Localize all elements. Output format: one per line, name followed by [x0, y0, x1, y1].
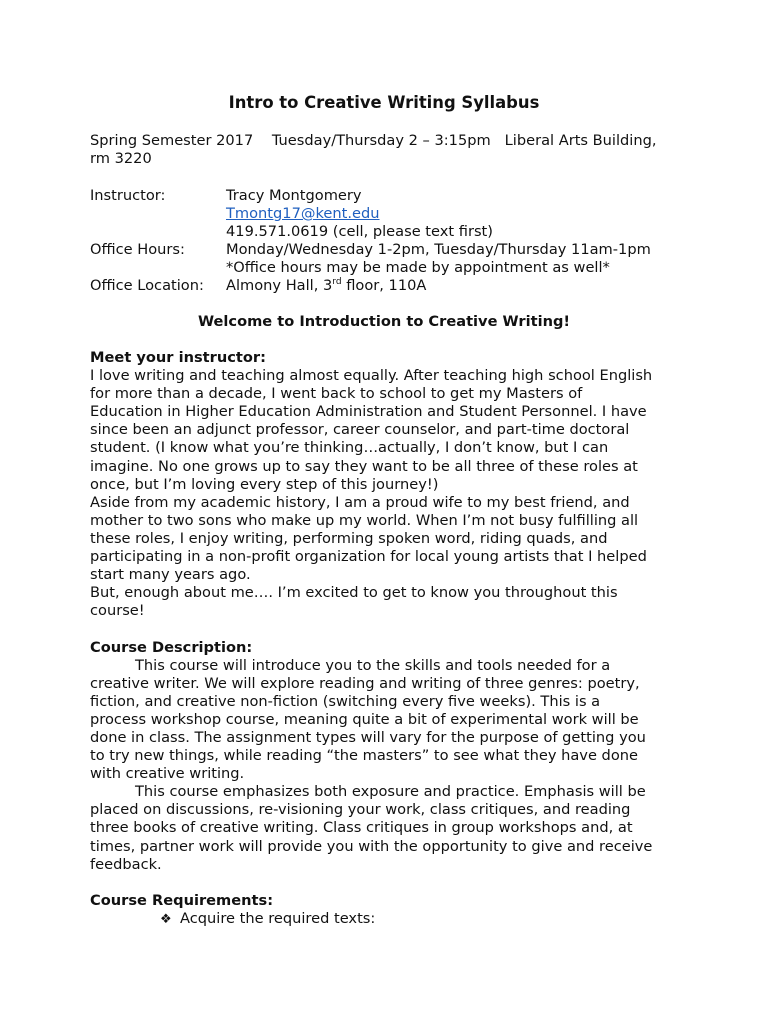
text-line: Education in Higher Education Administration and Student Personnel. I have [90, 403, 647, 421]
office-location: Almony Hall, 3rd floor, 110A [226, 277, 427, 295]
instructor-name: Tracy Montgomery [226, 187, 362, 204]
meet-instructor-heading: Meet your instructor: [90, 349, 266, 366]
text-line: creative writer. We will explore reading and writing of three genres: poetry, [90, 674, 640, 692]
text-line: start many years ago. [90, 566, 251, 584]
text-line: mother to two sons who make up my world. When I’m not busy fulfilling all [90, 511, 639, 529]
text-line: feedback. [90, 855, 162, 873]
instructor-email-link[interactable]: Tmontg17@kent.edu [226, 205, 380, 223]
schedule: Tuesday/Thursday 2 – 3:15pm [271, 132, 491, 149]
meet-instructor-text [90, 367, 690, 620]
contact-info [90, 187, 710, 296]
syllabus-body [90, 349, 690, 928]
course-description-heading: Course Description: [90, 638, 253, 656]
text-line: three books of creative writing. Class critiques in group workshops and, at [90, 819, 633, 837]
text-line: with creative writing. [90, 765, 245, 783]
course-description-paragraph-2 [90, 783, 690, 873]
office-hours: Monday/Wednesday 1-2pm, Tuesday/Thursday 11am-1pm [226, 241, 651, 259]
diamond-bullet-icon: ❖ [160, 911, 172, 927]
text-line: times, partner work will provide you with the opportunity to give and receive [90, 837, 653, 855]
list-item [90, 910, 690, 928]
text-line: Aside from my academic history, I am a proud wife to my best friend, and [90, 493, 630, 511]
text-line: student. (I know what you’re thinking…actually, I don’t know, but I can [90, 439, 609, 457]
text-line: placed on discussions, re-visioning your work, class critiques, and reading [90, 801, 631, 819]
document-title: Intro to Creative Writing Syllabus [228, 93, 540, 112]
instructor-phone: 419.571.0619 (cell, please text first) [226, 223, 493, 241]
text-line: This course emphasizes both exposure and practice. Emphasis will be [135, 783, 646, 801]
text-line: I love writing and teaching almost equally. After teaching high school English [90, 367, 653, 385]
text-line: since been an adjunct professor, career counselor, and part-time doctoral [90, 421, 630, 439]
text-line: participating in a non-profit organization for local young artists that I helped [90, 548, 647, 566]
text-line: done in class. The assignment types will vary for the purpose of getting you [90, 728, 646, 746]
office-hours-label: Office Hours: [90, 241, 185, 259]
location-room: rm 3220 [90, 150, 152, 168]
course-info-line [90, 132, 690, 168]
text-line: once, but I’m loving every step of this journey!) [90, 475, 439, 493]
location: Liberal Arts Building, [504, 132, 657, 149]
text-line: This course will introduce you to the skills and tools needed for a [135, 656, 611, 674]
text-line: fiction, and creative non-fiction (switching every five weeks). This is a [90, 692, 601, 710]
text-line: imagine. No one grows up to say they want to be all three of these roles at [90, 457, 638, 475]
office-hours-note: *Office hours may be made by appointment as well* [226, 259, 610, 277]
text-line: But, enough about me…. I’m excited to get to know you throughout this [90, 584, 618, 602]
instructor-label: Instructor: [90, 187, 166, 204]
welcome-heading: Welcome to Introduction to Creative Writing! [197, 313, 571, 330]
course-description-paragraph-1 [90, 657, 690, 784]
text-line: course! [90, 602, 145, 620]
text-line: to try new things, while reading “the masters” to see what they have done [90, 747, 638, 765]
office-location-label: Office Location: [90, 277, 204, 295]
semester: Spring Semester 2017 [90, 132, 254, 149]
text-line: process workshop course, meaning quite a bit of experimental work will be [90, 710, 639, 728]
text-line: these roles, I enjoy writing, performing spoken word, riding quads, and [90, 529, 608, 547]
course-requirements-heading: Course Requirements: [90, 891, 274, 909]
text-line: for more than a decade, I went back to school to get my Masters of [90, 385, 583, 403]
requirement-text: Acquire the required texts: [180, 909, 376, 927]
